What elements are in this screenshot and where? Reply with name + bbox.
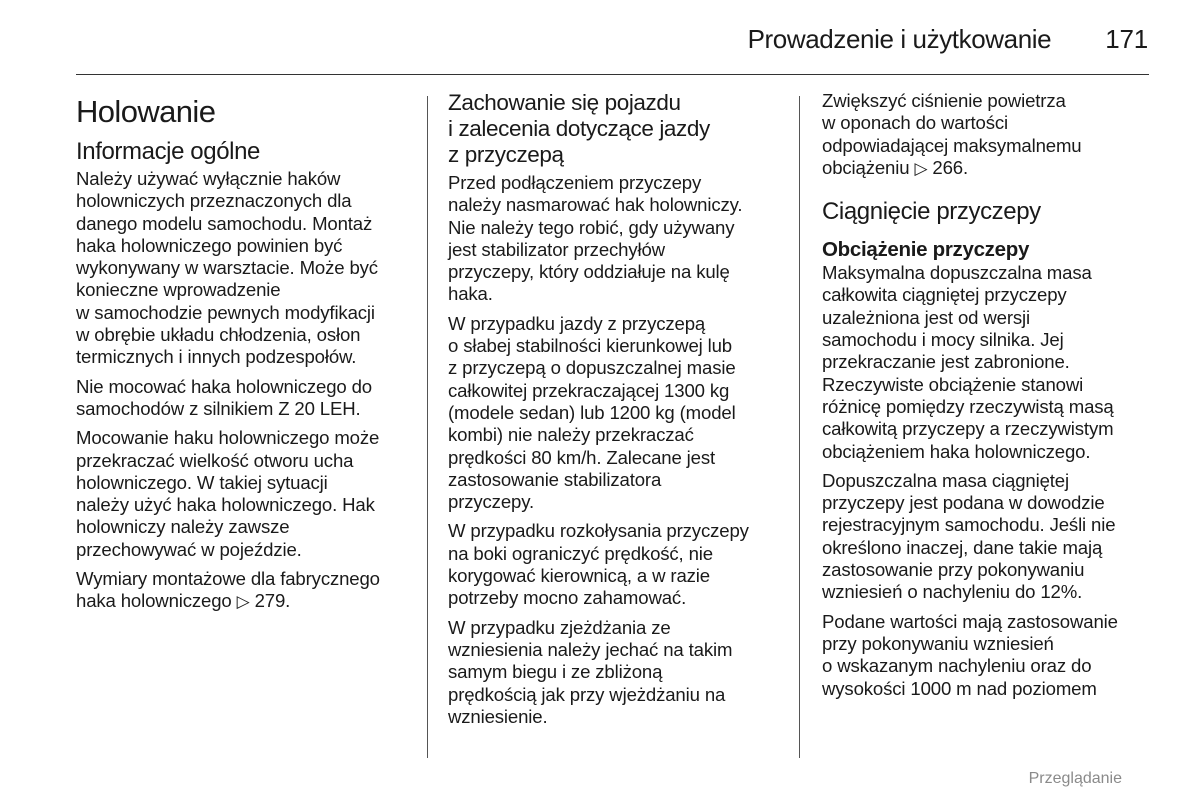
paragraph: [822, 470, 1162, 604]
text-line: odpowiadającej maksymalnemu: [822, 134, 1082, 156]
reference-text: obciążeniu: [822, 156, 910, 178]
text-line: Przed podłączeniem przyczepy: [448, 172, 702, 193]
text-line: w oponach do wartości: [822, 112, 1008, 134]
text-line: holowniczy należy zawsze: [76, 516, 290, 538]
text-line: w obrębie układu chłodzenia, osłon: [76, 324, 361, 346]
text-line: wzniesienie.: [448, 705, 548, 727]
reference-page[interactable]: 266.: [932, 156, 968, 178]
text-line: potrzeby mocno zahamować.: [448, 587, 687, 609]
text-line: całkowitą przyczepy a rzeczywistym: [822, 418, 1114, 440]
column-divider: [427, 96, 428, 758]
text-line: przyczepy, który oddziałuje na kulę: [448, 261, 730, 283]
paragraph: [448, 172, 788, 306]
text-line: całkowitej przekraczającej 1300 kg: [448, 379, 730, 401]
text-line: (modele sedan) lub 1200 kg (model: [448, 401, 736, 423]
text-line: Dopuszczalna masa ciągniętej: [822, 469, 1069, 491]
text-line: W przypadku jazdy z przyczepą: [448, 312, 706, 334]
text-line: Zwiększyć ciśnienie powietrza: [822, 90, 1066, 111]
reference-arrow-icon[interactable]: ▷: [914, 158, 928, 178]
text-line: korygować kierownicą, a w razie: [448, 565, 710, 587]
text-line: zastosowanie stabilizatora: [448, 468, 662, 490]
text-line: przyczepy jest podana w dowodzie: [822, 492, 1105, 514]
text-line: wysokości 1000 m nad poziomem: [822, 677, 1097, 699]
paragraph: [448, 617, 788, 728]
paragraph: [448, 520, 788, 609]
heading-line: z przyczepą: [448, 142, 564, 167]
text-line: holowniczego. W takiej sytuacji: [76, 471, 328, 493]
text-line: kombi) nie należy przekraczać: [448, 424, 694, 446]
text-line: o słabej stabilności kierunkowej lub: [448, 335, 732, 357]
text-line: Maksymalna dopuszczalna masa: [822, 262, 1092, 284]
reference-line: [76, 590, 421, 613]
reference-arrow-icon[interactable]: ▷: [236, 592, 250, 612]
text-line: termicznych i innych podzespołów.: [76, 346, 357, 368]
heading-line: Zachowanie się pojazdu: [448, 90, 681, 115]
text-line: prędkości 80 km/h. Zalecane jest: [448, 446, 716, 468]
text-line: należy użyć haka holowniczego. Hak: [76, 494, 375, 516]
text-line: na boki ograniczyć prędkość, nie: [448, 542, 713, 564]
text-line: należy nasmarować hak holowniczy.: [448, 194, 743, 216]
text-line: całkowita ciągniętej przyczepy: [822, 284, 1067, 306]
text-line: przyczepy.: [448, 491, 534, 513]
text-line: określono inaczej, dane takie mają: [822, 536, 1103, 558]
paragraph: [76, 376, 421, 421]
text-line: o wskazanym nachyleniu oraz do: [822, 655, 1092, 677]
text-line: w samochodzie pewnych modyfikacji: [76, 301, 375, 323]
heading-line: i zalecenia dotyczące jazdy: [448, 116, 710, 141]
paragraph: [76, 168, 421, 369]
text-line: prędkością jak przy wjeżdżaniu na: [448, 683, 726, 705]
text-line: konieczne wprowadzenie: [76, 279, 281, 301]
text-line: Wymiary montażowe dla fabrycznego: [76, 568, 380, 590]
text-line: przechowywać w pojeździe.: [76, 538, 302, 560]
reference-page[interactable]: 279.: [254, 590, 291, 612]
column-1: [76, 90, 421, 621]
text-line: Podane wartości mają zastosowanie: [822, 610, 1118, 632]
section-subheading: Obciążenie przyczepy: [822, 238, 1030, 262]
column-divider: [799, 96, 800, 758]
text-line: zastosowanie przy pokonywaniu: [822, 559, 1085, 581]
text-line: holowniczych przeznaczonych dla: [76, 190, 352, 212]
header-title: Prowadzenie i użytkowanie: [747, 24, 1052, 54]
section-heading: Ciągnięcie przyczepy: [822, 198, 1041, 226]
text-line: samochodu i mocy silnika. Jej: [822, 329, 1064, 351]
text-line: wzniesienia należy jechać na takim: [448, 638, 733, 660]
paragraph: [822, 262, 1162, 463]
text-line: Nie mocować haka holowniczego do: [76, 375, 372, 397]
paragraph: [448, 313, 788, 514]
text-line: Nie należy tego robić, gdy używany: [448, 216, 735, 238]
paragraph: [822, 611, 1162, 700]
text-line: różnicę pomiędzy rzeczywistą masą: [822, 395, 1114, 417]
text-line: przekraczanie jest zabronione.: [822, 351, 1070, 373]
text-line: samym biegu i ze zbliżoną: [448, 661, 663, 683]
text-line: danego modelu samochodu. Montaż: [76, 212, 373, 234]
text-line: obciążeniem haka holowniczego.: [822, 440, 1091, 462]
paragraph: [822, 90, 1162, 180]
text-line: przekraczać wielkość otworu ucha: [76, 449, 354, 471]
column-2: [448, 90, 788, 735]
text-line: Mocowanie haku holowniczego może: [76, 427, 380, 449]
text-line: rejestracyjnym samochodu. Jeśli nie: [822, 514, 1116, 536]
reference-line: [822, 157, 1162, 180]
text-line: z przyczepą o dopuszczalnej masie: [448, 357, 736, 379]
header-rule: [76, 74, 1149, 75]
text-line: W przypadku rozkołysania przyczepy: [448, 520, 749, 542]
text-line: uzależniona jest od wersji: [822, 306, 1030, 328]
text-line: wykonywany w warsztacie. Może być: [76, 257, 378, 279]
column-3: [822, 90, 1162, 707]
text-line: wzniesień o nachyleniu do 12%.: [822, 581, 1083, 603]
page-header: [748, 24, 1148, 60]
text-line: W przypadku zjeżdżania ze: [448, 616, 671, 638]
footer-label: Przeglądanie: [1028, 770, 1122, 787]
text-line: samochodów z silnikiem Z 20 LEH.: [76, 397, 361, 419]
text-line: jest stabilizator przechyłów: [448, 238, 665, 260]
paragraph: [76, 427, 421, 561]
section-title: Holowanie: [76, 94, 216, 129]
text-line: Rzeczywiste obciążenie stanowi: [822, 373, 1084, 395]
text-line: haka.: [448, 283, 493, 305]
text-line: haka holowniczego powinien być: [76, 234, 343, 256]
section-subtitle: Informacje ogólne: [76, 138, 260, 165]
paragraph: [76, 568, 421, 614]
reference-text: haka holowniczego: [76, 590, 232, 612]
section-heading: [448, 90, 788, 168]
page-number: 171: [1105, 24, 1148, 54]
text-line: Należy używać wyłącznie haków: [76, 168, 341, 189]
text-line: przy pokonywaniu wzniesień: [822, 632, 1054, 654]
